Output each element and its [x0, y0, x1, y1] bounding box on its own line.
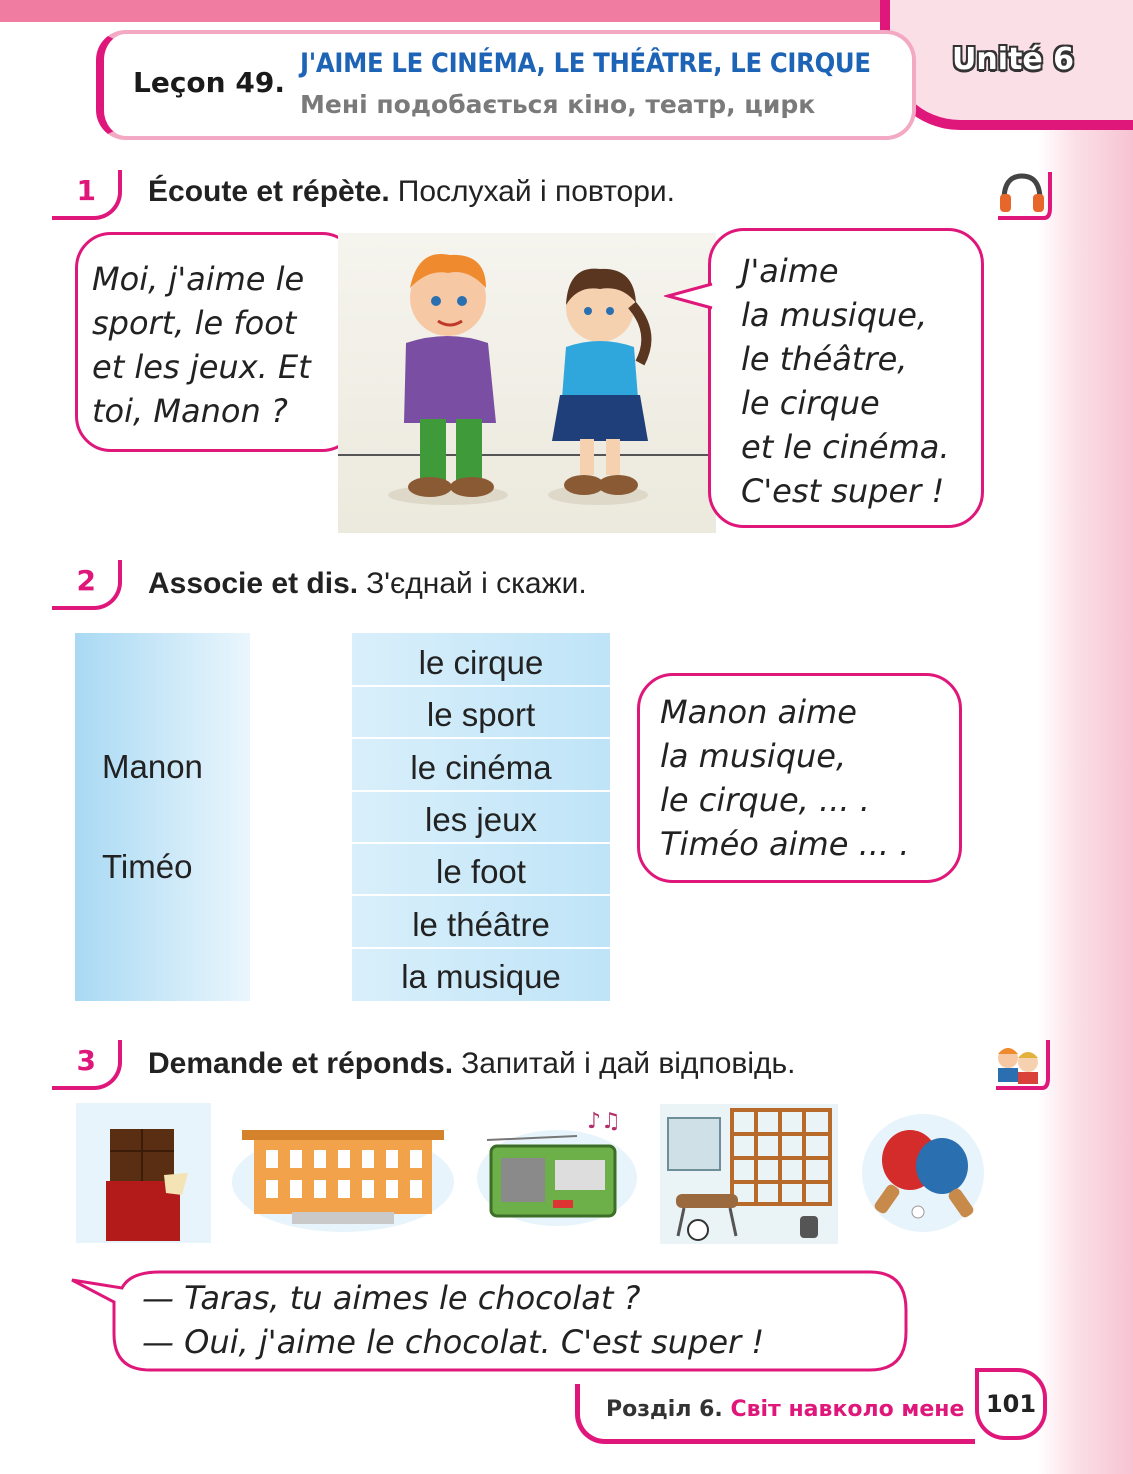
word-item[interactable]: le théâtre [352, 898, 610, 949]
speech-bubble-manon: J'aime la musique, le théâtre, le cirque et le cinéma. C'est super ! [708, 228, 984, 528]
word-item[interactable]: le cirque [352, 636, 610, 687]
word-item[interactable]: le foot [352, 845, 610, 896]
footer-section: Розділ 6. Світ навколо мене [606, 1397, 965, 1422]
children-drawing [338, 233, 716, 533]
exercise-1-title: Écoute et répète. Послухай і повтори. [148, 175, 676, 208]
name-timeo[interactable]: Timéo [102, 848, 193, 885]
lesson-title-fr: J'AIME LE CINÉMA, LE THÉÂTRE, LE CIRQUE [300, 48, 871, 79]
speech-bubble-example: Manon aime la musique, le cirque, ... . Timéo aime ... . [637, 673, 962, 883]
page-number: 101 [975, 1368, 1047, 1440]
exercise-2-title: Associe et dis. З'єднай і скажи. [148, 567, 587, 600]
pair-work-icon[interactable] [990, 1036, 1052, 1092]
lesson-number: Leçon 49. [133, 66, 285, 99]
exercise-2-number: 2 [52, 560, 122, 610]
page-side-gradient [1038, 0, 1133, 1474]
gym-icon[interactable] [660, 1104, 838, 1244]
ping-pong-icon[interactable] [862, 1114, 984, 1232]
svg-text:♪♫: ♪♫ [587, 1109, 621, 1134]
word-item[interactable]: les jeux [352, 793, 610, 844]
exercise-3-number: 3 [52, 1040, 122, 1090]
speech-bubble-tail-right [664, 278, 714, 318]
theatre-building-icon[interactable] [232, 1112, 454, 1232]
word-item[interactable]: le cinéma [352, 741, 610, 792]
exercise-3-title: Demande et réponds. Запитай і дай відповідь. [148, 1047, 796, 1080]
lesson-title-ua: Мені подобається кіно, театр, цирк [300, 90, 816, 119]
exercise-1-number: 1 [52, 170, 122, 220]
children-illustration [338, 233, 716, 533]
dialog-example: — Taras, tu aimes le chocolat ? — Oui, j'aime le chocolat. C'est super ! [142, 1279, 765, 1361]
name-manon[interactable]: Manon [102, 748, 203, 785]
word-item[interactable]: la musique [401, 958, 561, 995]
top-band [0, 0, 905, 22]
word-item[interactable]: le sport [352, 688, 610, 739]
unit-label: Unité 6 [952, 42, 1075, 77]
names-column [75, 633, 250, 1001]
radio-icon[interactable] [477, 1106, 640, 1226]
speech-bubble-timeo: Moi, j'aime le sport, le foot et les jeux. Et toi, Manon ? [75, 232, 358, 452]
headphones-icon[interactable] [992, 168, 1052, 224]
chocolate-icon[interactable] [76, 1103, 211, 1243]
